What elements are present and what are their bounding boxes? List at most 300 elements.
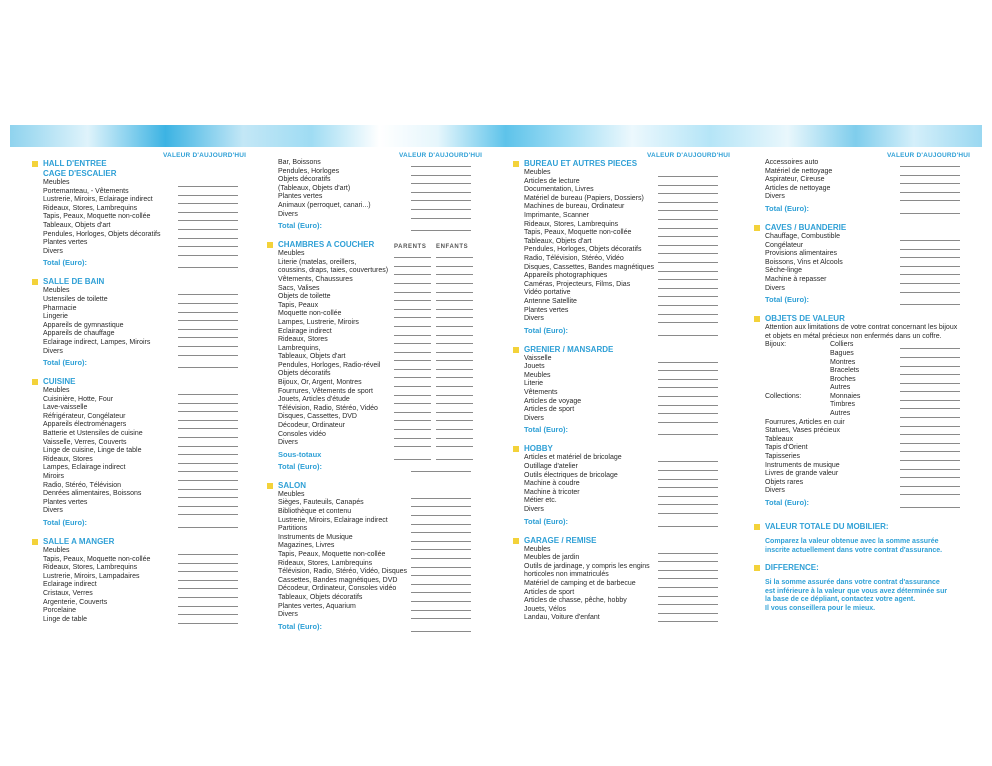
list-item: [33, 205, 263, 214]
item-label: Disques, Cassettes, DVD: [278, 413, 357, 421]
value-line[interactable]: [411, 471, 471, 472]
section-title: [268, 481, 498, 491]
item-label: Jouets: [524, 363, 545, 371]
list-item: [268, 517, 498, 526]
total-label: [514, 326, 744, 336]
list-item: [268, 159, 498, 168]
section-title: [755, 522, 985, 532]
total-text: Total (Euro):: [278, 461, 323, 471]
list-item: [33, 348, 263, 357]
list-item: [514, 372, 744, 381]
section-title-line: SALLE A MANGER: [43, 537, 115, 546]
item-label: Statues, Vases précieux: [765, 427, 840, 435]
item-label: Articles de nettoyage: [765, 184, 831, 192]
item-label: Divers: [43, 347, 63, 355]
list-item: [755, 419, 985, 428]
value-line[interactable]: [900, 213, 960, 214]
list-item: [514, 298, 744, 307]
list-item: [755, 384, 985, 393]
section-title: [514, 345, 744, 355]
list-item: [514, 389, 744, 398]
list-item: [268, 370, 498, 379]
item-label: Pendules, Horloges: [278, 167, 340, 175]
item-label: Tapis, Peaux, Moquette non-collée: [43, 555, 151, 563]
value-line[interactable]: [658, 422, 718, 423]
item-label: Autres: [830, 384, 851, 392]
list-item: [268, 439, 498, 448]
bullet-square-icon: [267, 242, 273, 248]
list-item: [33, 439, 263, 448]
value-line[interactable]: [178, 527, 238, 528]
valeur-header: VALEUR D'AUJOURD'HUI: [163, 152, 247, 159]
item-label: Métier etc.: [524, 497, 557, 505]
subtotal-label: [268, 450, 498, 460]
list-item: [514, 315, 744, 324]
item-label: Montres: [830, 358, 856, 366]
item-label: Tapis, Peaux, Moquette non-collée: [278, 550, 386, 558]
list-item: [514, 415, 744, 424]
item-label: Livres de grande valeur: [765, 470, 839, 478]
item-label: Lustrerie, Miroirs, Eclairage indirect: [278, 516, 388, 524]
value-line[interactable]: [658, 513, 718, 514]
item-label: Lustrerie, Miroirs, Lampadaires: [43, 572, 140, 580]
bullet-square-icon: [513, 161, 519, 167]
section-title: [514, 159, 744, 169]
section-title-line: SALLE DE BAIN: [43, 277, 105, 287]
item-label: Chauffage, Combustible: [765, 232, 840, 240]
item-label: Argenterie, Couverts: [43, 598, 108, 606]
list-item: [33, 473, 263, 482]
list-item: [514, 580, 744, 589]
bullet-square-icon: [754, 565, 760, 571]
total-text: Total (Euro):: [524, 425, 569, 435]
item-label: Plantes vertes: [278, 193, 323, 201]
list-item: [755, 487, 985, 496]
list-item: [33, 231, 263, 240]
section: [514, 444, 744, 526]
section-title: [268, 240, 498, 250]
list-item: [755, 259, 985, 268]
item-label: Monnaies: [830, 392, 861, 400]
list-item: [755, 193, 985, 202]
list-item: [268, 328, 498, 337]
value-line[interactable]: [178, 367, 238, 368]
item-label: coussins, draps, taies, couvertures): [278, 267, 389, 275]
item-label: Divers: [524, 506, 544, 513]
item-label: Objets décoratifs: [278, 370, 331, 378]
item-label: Articles de sport: [524, 406, 575, 414]
decorative-banner: [10, 125, 982, 147]
item-label: Imprimante, Scanner: [524, 211, 589, 219]
list-item: [33, 188, 263, 197]
list-item: [33, 507, 263, 516]
item-label: Lingerie: [43, 313, 68, 321]
list-item: [514, 355, 744, 364]
item-label: Vaisselle: [524, 354, 552, 362]
total-label: [268, 221, 498, 231]
item-label: Machine à coudre: [524, 480, 580, 488]
item-label: Instruments de Musique: [278, 533, 353, 541]
item-label: Instruments de musique: [765, 461, 840, 469]
list-item: [268, 585, 498, 594]
list-item: [514, 480, 744, 489]
total-label: [514, 425, 744, 435]
item-label: Divers: [765, 487, 785, 495]
note-line: Comparez la valeur obtenue avec la somme assurée: [765, 538, 939, 545]
list-item: [268, 568, 498, 577]
list-item: [33, 196, 263, 205]
list-item: [268, 542, 498, 551]
list-item: [755, 393, 985, 402]
item-label: Animaux (perroquet, canari...): [278, 201, 371, 209]
parents-header: PARENTS: [394, 244, 427, 251]
value-line[interactable]: [178, 267, 238, 268]
list-item: [755, 276, 985, 285]
item-label: Sacs, Valises: [278, 284, 320, 292]
list-item: [514, 597, 744, 606]
list-item: [268, 362, 498, 371]
list-item: [268, 259, 498, 268]
section: [268, 159, 498, 231]
note-line: Si la somme assurée dans votre contrat d'assurance: [765, 579, 940, 587]
value-line[interactable]: [900, 304, 960, 305]
value-line[interactable]: [394, 459, 431, 460]
list-item: [268, 603, 498, 612]
list-item: [268, 185, 498, 194]
valeur-header: VALEUR D'AUJOURD'HUI: [647, 152, 731, 159]
value-line[interactable]: [658, 434, 718, 435]
list-item: [33, 305, 263, 314]
list-item: [268, 594, 498, 603]
total-label: [755, 498, 985, 508]
item-label: Divers: [278, 439, 298, 447]
list-item: [268, 413, 498, 422]
bullet-square-icon: [754, 225, 760, 231]
item-label: Bagues: [830, 349, 854, 357]
item-label: Tapisseries: [765, 453, 801, 461]
total-text: Total (Euro):: [278, 221, 323, 231]
value-line[interactable]: [900, 494, 960, 495]
item-label: Articles de lecture: [524, 177, 580, 185]
list-item: [755, 436, 985, 445]
item-label: Outillage d'atelier: [524, 463, 578, 471]
list-item: [268, 345, 498, 354]
section-title: [755, 563, 985, 573]
objets-note: Attention aux limitations de votre contrat concernant les bijoux: [765, 324, 958, 332]
item-label: Bibliothèque et contenu: [278, 508, 352, 515]
list-item: [268, 336, 498, 345]
item-label: Plantes vertes, Aquarium: [278, 602, 356, 610]
list-item: [514, 571, 744, 580]
list-item: [33, 213, 263, 222]
subtotal-text: Sous-totaux: [278, 449, 322, 459]
bullet-square-icon: [754, 524, 760, 530]
item-label: Fourrures, Vêtements de sport: [278, 387, 373, 395]
list-item: [755, 159, 985, 168]
list-item: [33, 490, 263, 499]
item-label: Sèche-linge: [765, 267, 802, 275]
item-label: Divers: [765, 193, 785, 201]
item-label: Fourrures, Articles en cuir: [765, 418, 845, 426]
list-item: [33, 599, 263, 608]
list-item: [514, 589, 744, 598]
value-line[interactable]: [900, 292, 960, 293]
item-label: Magazines, Livres: [278, 542, 335, 550]
item-label: Lustrerie, Miroirs, Eclairage indirect: [43, 196, 153, 204]
total-text: Total (Euro):: [524, 325, 569, 335]
section-title-line: VALEUR TOTALE DU MOBILIER:: [765, 522, 889, 531]
item-label: Rideaux, Stores: [278, 336, 328, 344]
item-label: Pendules, Horloges, Objets décoratifs: [43, 230, 161, 238]
note-line: Il vous conseillera pour le mieux.: [765, 604, 876, 612]
list-item: [268, 577, 498, 586]
total-label: [514, 517, 744, 527]
list-item: [33, 239, 263, 248]
list-item: [33, 499, 263, 508]
value-line[interactable]: [658, 526, 718, 527]
total-label: [268, 462, 498, 472]
list-item: [514, 203, 744, 212]
item-label: Linge de cuisine, Linge de table: [43, 447, 142, 455]
item-label: Antenne Satellite: [524, 297, 577, 305]
list-item: [514, 398, 744, 407]
list-item: [33, 573, 263, 582]
list-item: [755, 453, 985, 462]
item-label: Divers: [524, 414, 544, 422]
total-text: Total (Euro):: [524, 516, 569, 526]
item-label: Accessoires auto: [765, 159, 819, 166]
list-item: [755, 376, 985, 385]
total-text: Total (Euro):: [43, 258, 88, 268]
item-label: Matériel de bureau (Papiers, Dossiers): [524, 194, 644, 202]
value-line[interactable]: [658, 322, 718, 323]
list-item: [33, 607, 263, 616]
item-label: Objets rares: [765, 478, 804, 486]
section: [33, 159, 263, 268]
item-label: Documentation, Livres: [524, 186, 594, 194]
item-label: horticoles non immatriculés: [524, 571, 609, 579]
item-label: Tableaux, Objets d'art: [278, 353, 346, 361]
item-label: Articles de sport: [524, 588, 575, 596]
item-label: Miroirs: [43, 473, 64, 481]
list-item: [514, 289, 744, 298]
item-label: (Tableaux, Objets d'art): [278, 184, 351, 192]
value-line[interactable]: [178, 514, 238, 515]
bullet-square-icon: [513, 347, 519, 353]
value-line[interactable]: [178, 623, 238, 624]
item-label: Meubles: [524, 371, 551, 379]
list-item: [268, 353, 498, 362]
item-label: Lampes, Lustrerie, Miroirs: [278, 318, 359, 326]
list-item: [268, 611, 498, 620]
value-line[interactable]: [178, 355, 238, 356]
item-label: Jouets, Vélos: [524, 605, 567, 613]
item-label: Eclairage indirect, Lampes, Miroirs: [43, 338, 151, 346]
item-label: Meubles de jardin: [524, 554, 580, 562]
list-item: [33, 447, 263, 456]
list-item: [268, 525, 498, 534]
item-label: Ustensiles de toilette: [43, 295, 108, 303]
bullet-square-icon: [754, 316, 760, 322]
item-label: Télévision, Radio, Stéréo, Vidéo, Disques: [278, 568, 408, 576]
list-item: [755, 233, 985, 242]
item-label: Literie: [524, 380, 544, 388]
value-line[interactable]: [411, 218, 471, 219]
bullet-square-icon: [513, 538, 519, 544]
total-label: [755, 295, 985, 305]
list-item: [514, 195, 744, 204]
value-line[interactable]: [900, 507, 960, 508]
list-item: [268, 396, 498, 405]
list-item: [514, 546, 744, 555]
item-label: Meubles: [43, 179, 70, 186]
item-label: Cuisinière, Hotte, Four: [43, 395, 114, 403]
value-line[interactable]: [411, 618, 471, 619]
item-label: Tableaux, Objets décoratifs: [278, 593, 363, 601]
section-title-line: HOBBY: [524, 444, 553, 454]
item-label: Batterie et Ustensiles de cuisine: [43, 430, 143, 438]
list-item: [268, 302, 498, 311]
item-label: Jouets, Articles d'étude: [278, 396, 350, 404]
list-item: [514, 264, 744, 273]
total-text: Total (Euro):: [765, 203, 810, 213]
item-label: Bijoux, Or, Argent, Montres: [278, 379, 362, 387]
item-label: Articles et matériel de bricolage: [524, 454, 622, 462]
section-title-line: OBJETS DE VALEUR: [765, 314, 845, 324]
list-item: [514, 272, 744, 281]
section-title: [514, 536, 744, 546]
list-item: [33, 564, 263, 573]
list-item: [33, 330, 263, 339]
list-item: [33, 387, 263, 396]
item-label: Timbres: [830, 401, 856, 409]
item-label: Porcelaine: [43, 607, 77, 615]
value-line[interactable]: [658, 621, 718, 622]
list-item: [755, 401, 985, 410]
section-title: [755, 314, 985, 324]
list-item: [33, 547, 263, 556]
list-item: [268, 267, 498, 276]
list-item: [514, 506, 744, 515]
total-text: Total (Euro):: [765, 498, 810, 507]
list-item: [514, 221, 744, 230]
list-item: [755, 242, 985, 251]
item-label: Autres: [830, 410, 851, 418]
list-item: [33, 421, 263, 430]
item-label: Meubles: [43, 387, 70, 395]
item-label: Divers: [524, 315, 544, 323]
item-label: Rideaux, Stores, Lambrequins: [524, 220, 619, 228]
item-label: Pharmacie: [43, 304, 77, 312]
item-label: Rideaux, Stores, Lambrequins: [278, 559, 373, 567]
item-label: Rideaux, Stores: [43, 455, 93, 463]
item-label: Eclairage indirect: [43, 581, 97, 589]
item-label: Denrées alimentaires, Boissons: [43, 490, 142, 498]
list-item: [514, 497, 744, 506]
list-item: [755, 427, 985, 436]
list-item: [268, 431, 498, 440]
list-item: [514, 380, 744, 389]
item-label: Articles de chasse, pêche, hobby: [524, 597, 627, 605]
list-item: [755, 250, 985, 259]
list-item: [268, 168, 498, 177]
item-label: Consoles vidéo: [278, 430, 326, 438]
value-line[interactable]: [436, 446, 473, 447]
item-label: Partitions: [278, 525, 308, 533]
value-line[interactable]: [411, 230, 471, 231]
section: [514, 536, 744, 623]
note-line: la base de ce dépliant, contactez votre agent.: [765, 596, 916, 604]
value-line[interactable]: [436, 459, 473, 460]
value-line[interactable]: [900, 200, 960, 201]
item-label: Sièges, Fauteuils, Canapés: [278, 499, 364, 507]
section-title: [514, 444, 744, 454]
item-label: Lampes, Eclairage indirect: [43, 464, 126, 472]
value-line[interactable]: [658, 335, 718, 336]
total-text: Total (Euro):: [765, 295, 810, 305]
item-label: Machine à repasser: [765, 275, 827, 283]
item-label: Tapis, Peaux, Moquette non-collée: [524, 229, 632, 237]
item-label: Articles de voyage: [524, 397, 582, 405]
list-item: [268, 319, 498, 328]
section-title-line: CAVES / BUANDERIE: [765, 222, 847, 232]
section: [514, 159, 744, 336]
item-label: Disques, Cassettes, Bandes magnétiques: [524, 263, 654, 271]
list-item: [755, 410, 985, 419]
section-title-line: SALON: [278, 480, 306, 490]
item-label: Meubles: [278, 490, 305, 498]
item-label: Appareils électroménagers: [43, 421, 127, 429]
item-label: Appareils de gymnastique: [43, 321, 124, 329]
list-item: [33, 581, 263, 590]
item-label: Plantes vertes: [43, 498, 88, 506]
list-item: [33, 313, 263, 322]
list-item: [514, 186, 744, 195]
value-line[interactable]: [178, 255, 238, 256]
list-item: [268, 388, 498, 397]
list-item: [514, 246, 744, 255]
list-item: [268, 250, 498, 259]
section-title-line: CUISINE: [43, 377, 76, 387]
list-item: [514, 255, 744, 264]
list-item: [33, 296, 263, 305]
list-item: [755, 367, 985, 376]
item-label: Outils électriques de bricolage: [524, 471, 618, 479]
item-label: Divers: [43, 247, 63, 255]
item-label: Radio, Télévision, Stéréo, Vidéo: [524, 254, 624, 262]
section: [33, 537, 263, 624]
list-item: [755, 168, 985, 177]
item-label: Vêtements, Chaussures: [278, 275, 353, 283]
list-item: [33, 464, 263, 473]
list-item: [33, 396, 263, 405]
list-item: [268, 379, 498, 388]
item-label: Réfrigérateur, Congélateur: [43, 412, 126, 420]
section: [268, 481, 498, 632]
value-line[interactable]: [394, 446, 431, 447]
valeur-totale-note: [755, 538, 985, 555]
value-line[interactable]: [411, 631, 471, 632]
list-item: [514, 281, 744, 290]
section-title: [33, 537, 263, 547]
total-text: Total (Euro):: [43, 358, 88, 368]
list-item: [268, 193, 498, 202]
item-label: Meubles: [43, 547, 70, 554]
item-label: Meubles: [43, 287, 70, 295]
item-label: Tableaux, Objets d'art: [43, 221, 111, 229]
item-label: Boissons, Vins et Alcools: [765, 258, 843, 266]
total-label: [33, 358, 263, 368]
